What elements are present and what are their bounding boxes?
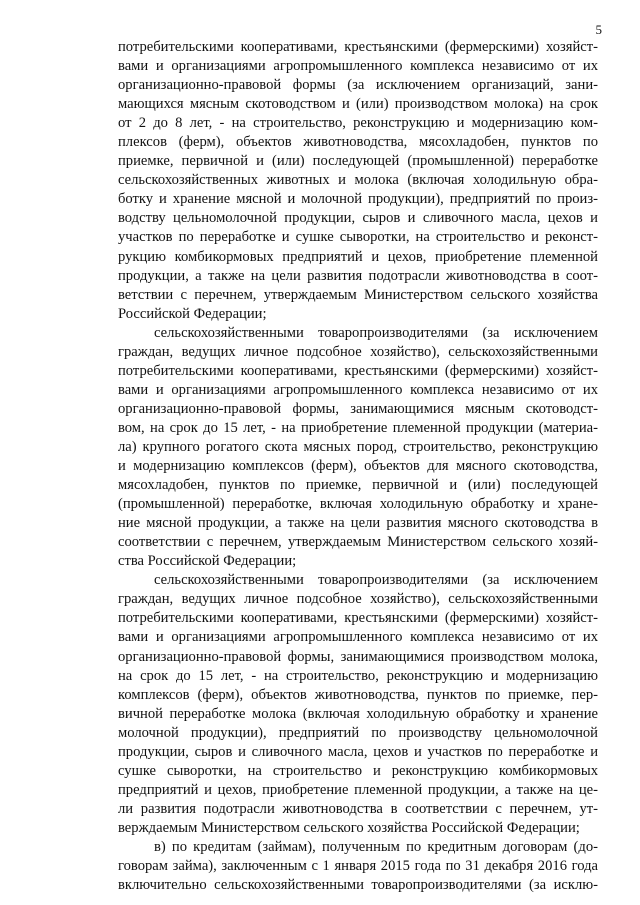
- text-line: сельскохозяйственных животных и молока (включая холодильную обра-: [118, 172, 598, 189]
- text-line: мающихся мясным скотоводством и (или) производством молока) на срок: [118, 96, 598, 113]
- text-line: сушке сыворотки, на строительство и реконструкцию комбикормовых: [118, 762, 598, 779]
- text-line: потребительскими кооперативами, крестьянскими (фермерскими) хозяйст-: [118, 39, 598, 55]
- text-line: рукцию комбикормовых предприятий и цехов, приобретение племенной: [118, 248, 598, 265]
- text-line: ства Российской Федерации;: [118, 553, 297, 570]
- text-line: ботку и хранение мясной и молочной продукции), предприятий по произ-: [118, 191, 598, 208]
- page-number: 5: [595, 22, 602, 37]
- text-line: комплексов (ферм), объектов животноводства, пунктов по приемке, пер-: [118, 686, 598, 703]
- text-line: водству цельномолочной продукции, сыров и сливочного масла, цехов и: [118, 210, 598, 227]
- text-line: молочной продукции), предприятий по производству цельномолочной: [118, 724, 598, 741]
- text-line: включительно сельскохозяйственными товаропроизводителями (за исклю-: [118, 877, 598, 894]
- text-line: соответствии с перечнем, утверждаемым Министерством сельского хозяй-: [118, 534, 598, 551]
- paragraph: [118, 571, 598, 838]
- text-line: сельскохозяйственными товаропроизводителями (за исключением: [154, 572, 598, 589]
- text-line: (промышленной) переработке, включая холодильную обработку и хране-: [118, 496, 598, 513]
- text-line: ветствии с перечнем, утверждаемым Министерством сельского хозяйства: [118, 286, 598, 303]
- text-line: предприятий и цехов, приобретение племенной продукции, а также на це-: [118, 781, 598, 798]
- text-line: организационно-правовой формы, занимающимися мясным скотоводст-: [118, 400, 598, 417]
- text-line: вом, на срок до 15 лет, - на приобретение племенной продукции (материа-: [118, 419, 598, 436]
- text-line: организационно-правовой формы (за исключением организаций, зани-: [118, 77, 598, 94]
- text-line: продукции, сыров и сливочного масла, цехов и участков по переработке и: [118, 743, 598, 760]
- paragraph: [118, 324, 598, 572]
- text-line: граждан, ведущих личное подсобное хозяйство), сельскохозяйственными: [118, 591, 598, 608]
- text-line: приемке, первичной и (или) последующей (промышленной) переработке: [118, 153, 598, 170]
- text-line: участков по переработке и сушке сыворотки, на строительство и реконст-: [118, 229, 598, 246]
- text-line: потребительскими кооперативами, крестьянскими (фермерскими) хозяйст-: [118, 610, 598, 627]
- text-line: продукции, а также на цели развития подотрасли животноводства в соот-: [118, 267, 598, 284]
- text-line: Российской Федерации;: [118, 305, 267, 322]
- document-body: [118, 38, 598, 895]
- text-line: плексов (ферм), объектов животноводства, мясохладобен, пунктов по: [118, 134, 598, 151]
- paragraph: [118, 838, 598, 895]
- text-line: вами и организациями агропромышленного комплекса независимо от их: [118, 629, 598, 646]
- paragraph: [118, 38, 598, 324]
- text-line: вами и организациями агропромышленного комплекса независимо от их: [118, 58, 598, 75]
- text-line: от 2 до 8 лет, - на строительство, реконструкцию и модернизацию ком-: [118, 115, 598, 132]
- text-line: ли развития подотрасли животноводства в соответствии с перечнем, ут-: [118, 800, 598, 817]
- text-line: говорам займа), заключенным с 1 января 2015 года по 31 декабря 2016 года: [118, 858, 598, 875]
- text-line: потребительскими кооперативами, крестьянскими (фермерскими) хозяйст-: [118, 362, 598, 379]
- text-line: верждаемым Министерством сельского хозяйства Российской Федерации;: [118, 819, 580, 836]
- text-line: и модернизацию комплексов (ферм), объектов для мясного скотоводства,: [118, 458, 598, 475]
- text-line: ние мясной продукции, а также на цели развития мясного скотоводства в: [118, 515, 598, 532]
- text-line: вами и организациями агропромышленного комплекса независимо от их: [118, 381, 598, 398]
- text-line: в) по кредитам (займам), полученным по кредитным договорам (до-: [154, 838, 598, 855]
- text-line: организационно-правовой формы, занимающимися производством молока,: [118, 648, 598, 665]
- text-line: мясохладобен, пунктов по приемке, первичной и (или) последующей: [118, 477, 598, 494]
- text-line: ла) крупного рогатого скота мясных пород, строительство, реконструкцию: [118, 438, 598, 455]
- text-line: сельскохозяйственными товаропроизводителями (за исключением: [154, 324, 598, 341]
- text-line: вичной переработке молока (включая холодильную обработку и хранение: [118, 705, 598, 722]
- text-line: на срок до 15 лет, - на строительство, реконструкцию и модернизацию: [118, 667, 598, 684]
- text-line: граждан, ведущих личное подсобное хозяйство), сельскохозяйственными: [118, 343, 598, 360]
